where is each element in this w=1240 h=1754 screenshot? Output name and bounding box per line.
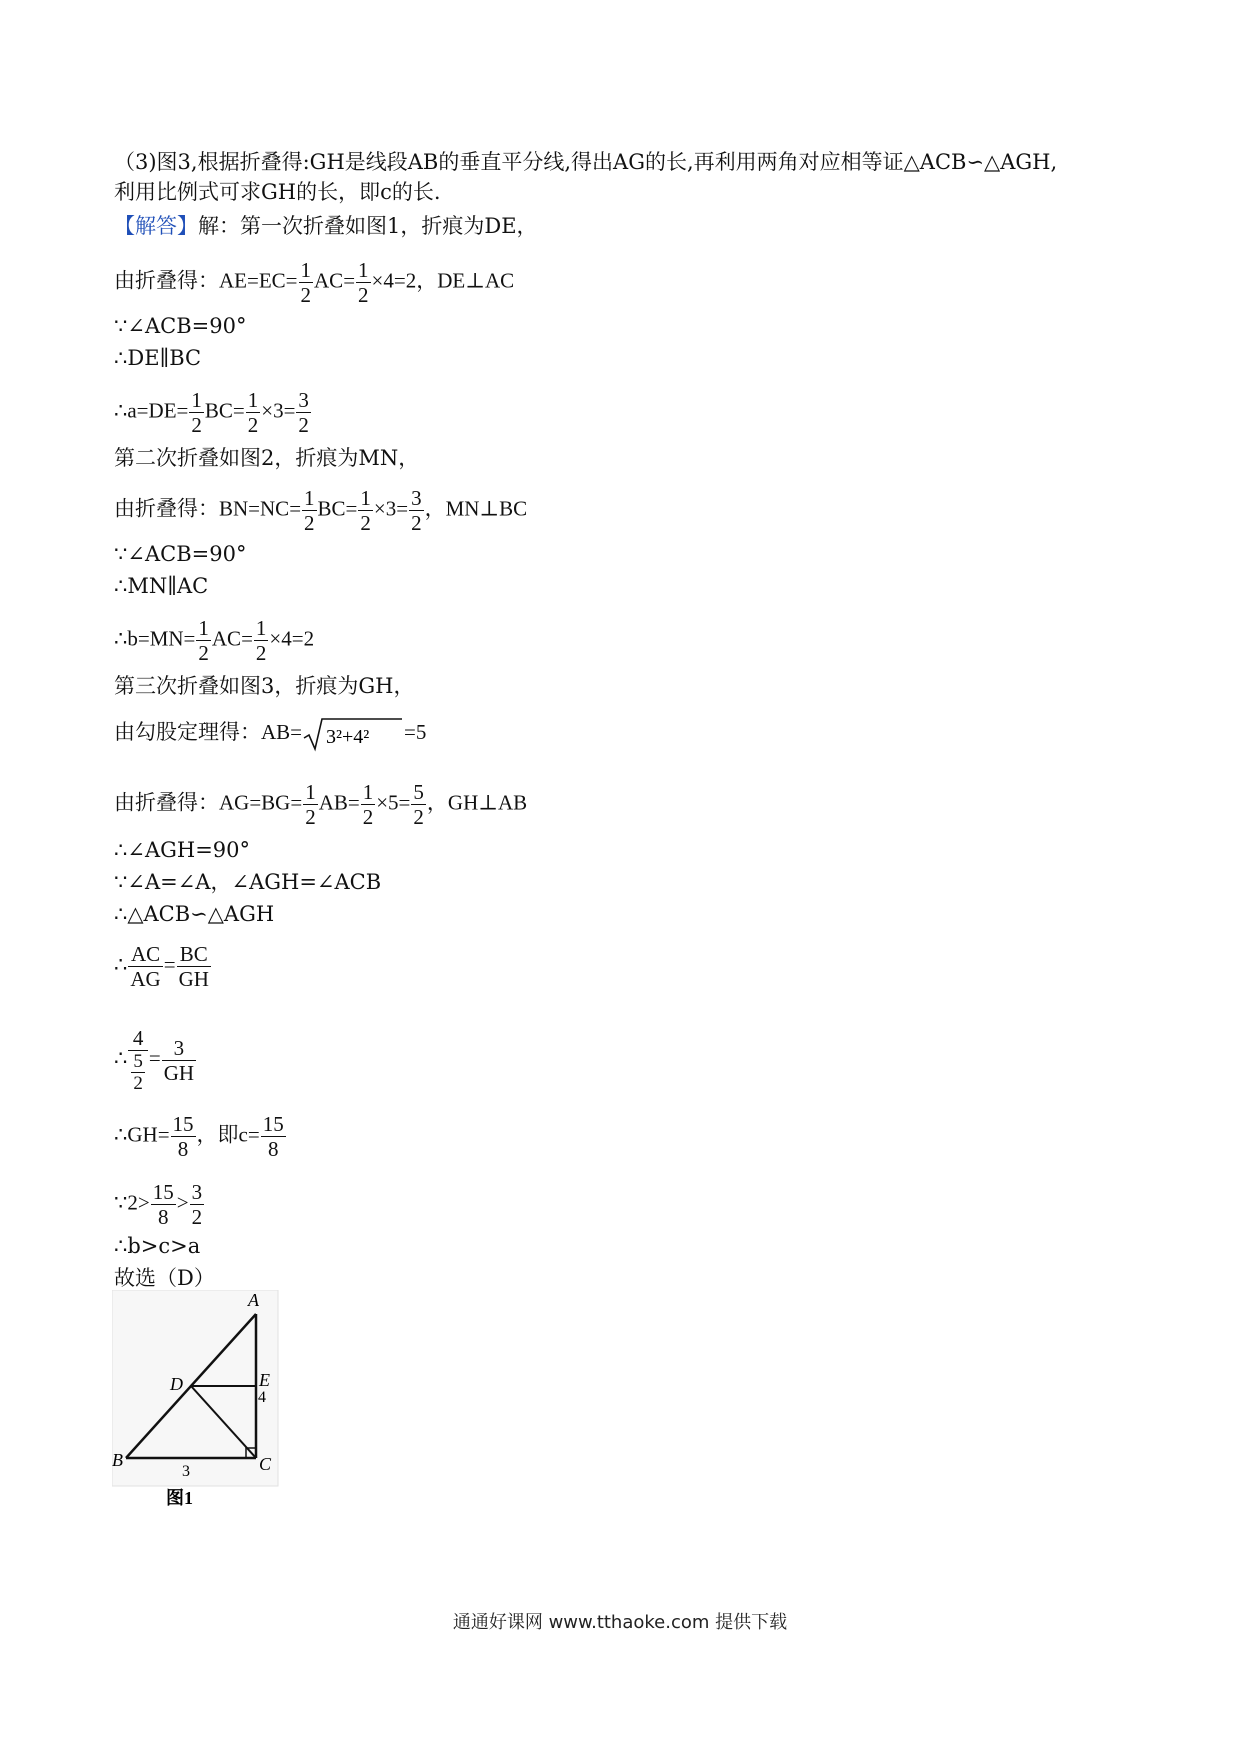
numerator: 5: [413, 780, 424, 804]
text-segment: ×4=2: [269, 626, 315, 651]
text-segment: ∴: [114, 952, 128, 977]
step-proportion: [114, 942, 212, 991]
text-segment: BC=: [317, 496, 358, 521]
fraction-three-halves: [190, 1180, 205, 1229]
denominator: 8: [177, 1137, 189, 1161]
denominator: 2: [133, 1073, 143, 1094]
radicand: 3²+4²: [326, 726, 370, 748]
numerator: 1: [198, 616, 209, 640]
numerator: 1: [247, 388, 259, 412]
label-d: D: [170, 1374, 183, 1394]
fraction-half: [299, 258, 314, 307]
denominator: 2: [255, 641, 267, 665]
step-fold1-ae: [114, 258, 514, 307]
step-a-value: [114, 388, 312, 437]
step-substitute: [114, 1026, 197, 1094]
fraction-ac-ag: [128, 942, 162, 991]
text-segment: ，MN⊥BC: [424, 496, 528, 521]
denominator: [128, 1051, 148, 1094]
text-segment: ∴a=DE=: [114, 398, 189, 423]
numerator: 1: [305, 780, 316, 804]
step-fold2-bn: [114, 486, 527, 535]
numerator: AC: [128, 942, 162, 967]
numerator: 5: [133, 1051, 143, 1072]
figure-1: [112, 1290, 282, 1510]
fraction-five-halves: [131, 1051, 145, 1094]
fraction-five-halves: [411, 780, 426, 829]
numerator: 1: [191, 388, 202, 412]
analysis-line-1: （3)图3,根据折叠得:GH是线段AB的垂直平分线,得出AG的长,再利用两角对应相等证△ACB∽△AGH,: [114, 150, 1058, 174]
text-segment: 由勾股定理得：AB=: [114, 719, 303, 744]
fraction-three-gh: [162, 1036, 196, 1085]
solution-intro: 解：第一次折叠如图1，折痕为DE，: [198, 214, 538, 238]
denominator: 2: [304, 511, 315, 535]
text-segment: AC=: [211, 626, 253, 651]
denominator: 2: [198, 641, 209, 665]
step-gh-value: [114, 1112, 287, 1161]
numerator: 3: [411, 486, 422, 510]
step-mn-parallel: ∴MN∥AC: [114, 574, 209, 598]
step-compare: [114, 1180, 205, 1229]
numerator: 1: [304, 486, 315, 510]
step-fold3-intro: 第三次折叠如图3，折痕为GH，: [114, 674, 415, 698]
numerator: 15: [172, 1112, 194, 1136]
label-side-bc: 3: [182, 1463, 190, 1480]
text-segment: ∵2>: [114, 1190, 150, 1215]
fraction-bc-gh: [177, 942, 211, 991]
text-segment: 由折叠得：AG=BG=: [114, 790, 303, 815]
denominator: AG: [130, 967, 161, 991]
text-segment: =: [148, 1045, 161, 1070]
fraction-half: [356, 258, 371, 307]
denominator: 2: [300, 283, 312, 307]
text-segment: ∴b=MN=: [114, 626, 196, 651]
step-angle-acb-1: ∵∠ACB=90°: [114, 314, 247, 338]
figure-1-diagram: [112, 1290, 282, 1510]
numerator: 3: [298, 388, 309, 412]
text-segment: ×3=: [261, 398, 296, 423]
solution-tag: 【解答】: [114, 214, 198, 238]
denominator: 2: [413, 805, 424, 829]
fraction-half: [246, 388, 261, 437]
label-c: C: [259, 1454, 272, 1474]
text-segment: ×3=: [373, 496, 409, 521]
step-angle-acb-2: ∵∠ACB=90°: [114, 542, 247, 566]
figure-frame: [112, 1290, 278, 1486]
label-e: E: [259, 1370, 270, 1390]
text-segment: AB=: [318, 790, 360, 815]
step-conclusion: ∴b>c>a: [114, 1234, 201, 1258]
step-similar: ∴△ACB∽△AGH: [114, 902, 275, 926]
numerator: 1: [358, 258, 369, 282]
fraction-half: [358, 486, 373, 535]
denominator: 2: [247, 413, 259, 437]
fraction-half: [196, 616, 211, 665]
text-segment: ，即c=: [196, 1122, 260, 1147]
fraction-half: [189, 388, 204, 437]
fraction-compound: [128, 1026, 148, 1094]
text-segment: ×4=2，DE⊥AC: [371, 268, 515, 293]
solution-header: [114, 212, 538, 240]
label-side-ac: 4: [258, 1389, 266, 1406]
denominator: 2: [411, 511, 422, 535]
numerator: BC: [177, 942, 211, 967]
fraction-half: [302, 486, 317, 535]
text-segment: =: [163, 952, 176, 977]
denominator: 8: [157, 1205, 169, 1229]
step-angle-agh: ∴∠AGH=90°: [114, 838, 251, 862]
label-a: A: [248, 1290, 259, 1310]
denominator: 2: [360, 511, 371, 535]
text-segment: ∴GH=: [114, 1122, 170, 1147]
denominator: GH: [163, 1060, 195, 1085]
text-segment: =5: [404, 719, 427, 744]
square-root: [302, 716, 404, 752]
text-segment: 由折叠得：AE=EC=: [114, 268, 298, 293]
text-segment: 由折叠得：BN=NC=: [114, 496, 302, 521]
analysis-line-2: 利用比例式可求GH的长，即c的长.: [114, 180, 441, 204]
step-fold2-intro: 第二次折叠如图2，折痕为MN，: [114, 446, 420, 470]
numerator: 4: [128, 1026, 148, 1051]
fraction-half: [303, 780, 318, 829]
fraction-fifteen-eighths: [151, 1180, 176, 1229]
text-segment: ，GH⊥AB: [426, 790, 528, 815]
denominator: 2: [191, 413, 202, 437]
denominator: 2: [362, 805, 374, 829]
fraction-half: [361, 780, 376, 829]
step-pythagoras: [114, 716, 426, 752]
numerator: 1: [360, 486, 371, 510]
fraction-fifteen-eighths: [171, 1112, 196, 1161]
fraction-fifteen-eighths: [261, 1112, 286, 1161]
denominator: 8: [267, 1137, 279, 1161]
numerator: 1: [362, 780, 374, 804]
numerator: 1: [300, 258, 312, 282]
numerator: 3: [191, 1180, 203, 1204]
step-fold3-ag: [114, 780, 527, 829]
numerator: 3: [162, 1036, 196, 1061]
fraction-three-halves: [296, 388, 311, 437]
denominator: 2: [358, 283, 369, 307]
text-segment: >: [176, 1190, 189, 1215]
denominator: 2: [191, 1205, 203, 1229]
label-b: B: [112, 1450, 123, 1470]
numerator: 15: [152, 1180, 174, 1204]
answer-choice: 故选（D）: [114, 1266, 215, 1290]
page-footer: 通通好课网 www.tthaoke.com 提供下载: [452, 1612, 788, 1633]
text-segment: AC=: [314, 268, 356, 293]
denominator: GH: [178, 967, 209, 991]
step-angles-equal: ∵∠A=∠A，∠AGH=∠ACB: [114, 870, 382, 894]
step-de-parallel: ∴DE∥BC: [114, 346, 202, 370]
denominator: 2: [305, 805, 316, 829]
denominator: 2: [298, 413, 309, 437]
fraction-half: [254, 616, 269, 665]
fraction-three-halves: [409, 486, 424, 535]
figure-caption: 图1: [166, 1488, 193, 1508]
numerator: 15: [262, 1112, 284, 1136]
text-segment: ∴: [114, 1045, 128, 1070]
text-segment: ×5=: [376, 790, 411, 815]
step-b-value: [114, 616, 314, 665]
text-segment: BC=: [204, 398, 245, 423]
numerator: 1: [255, 616, 267, 640]
